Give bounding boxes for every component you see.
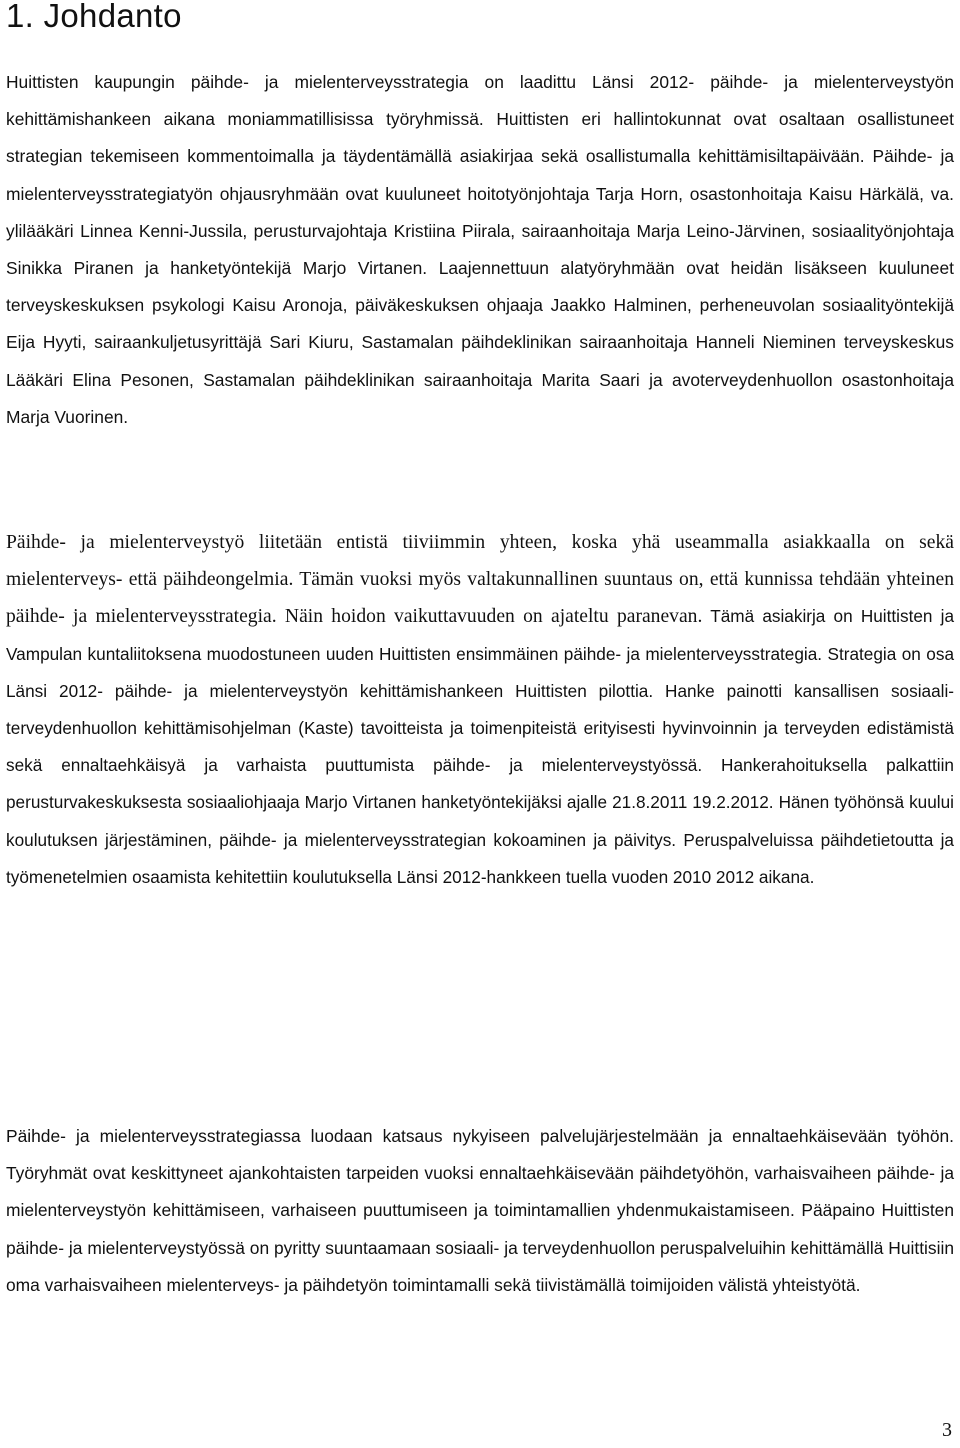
intro-paragraph-1: Huittisten kaupungin päihde- ja mielenterveysstrategia on laadittu Länsi 2012- päihde- ja mielenterveystyön kehittämishankeen aikana moniammatillisissa työryhmissä. Huittisten eri hallintokunnat ovat osaltaan osallistuneet strategian tekemiseen kommentoimalla ja täydentämällä asiakirjaa sekä osallistumalla kehittämisiltapäivään. Päihde- ja mielenterveysstrategiatyön ohjausryhmään ovat kuuluneet hoitotyönjohtaja Tarja Horn, osastonhoitaja Kaisu Härkälä, va. ylilääkäri Linnea Kenni-Jussila, perusturvajohtaja Kristiina Piirala, sairaanhoitaja Marja Leino-Järvinen, sosiaalityönjohtaja Sinikka Piranen ja hanketyöntekijä Marjo Virtanen. Laajennettuun alatyöryhmään ovat heidän lisäkseen kuuluneet terveyskeskuksen psykologi Kaisu Aronoja, päiväkeskuksen ohjaaja Jaakko Halminen, perheneuvolan sosiaalityöntekijä Eija Hyyti, sairaankuljetusyrittäjä Sari Kiuru, Sastamalan päihdeklinikan sairaanhoitaja Hanneli Nieminen terveyskeskus Lääkäri Elina Pesonen, Sastamalan päihdeklinikan sairaanhoitaja Marita Saari ja avoterveydenhuollon osastonhoitaja Marja Vuorinen.	[6, 72, 954, 427]
intro-paragraph-2-serif-part: Päihde- ja mielenterveystyö liitetään entistä tiiviimmin yhteen, koska yhä useammalla asiakkaalla on sekä mielenterveys- että päihdeongelmia. Tämän vuoksi myös valtakunnallinen suuntaus on, että kunnissa tehdään yhteinen päihde- ja mielenterveysstrategia. Näin hoidon vaikuttavuuden on ajateltu paranevan.	[6, 532, 954, 628]
intro-paragraph-3: Päihde- ja mielenterveysstrategiassa luodaan katsaus nykyiseen palvelujärjestelmään ja ennaltaehkäisevään työhön. Työryhmät ovat keskittyneet ajankohtaisten tarpeiden vuoksi ennaltaehkäisevään päihdetyöhön, varhaisvaiheen päihde- ja mielenterveystyön kehittämiseen, varhaiseen puuttumiseen ja toimintamallien yhdenmukaistamiseen. Pääpaino Huittisten päihde- ja mielenterveystyössä on pyritty suuntaamaan sosiaali- ja terveydenhuollon peruspalveluihin kehittämällä Huittisiin oma varhaisvaiheen mielenterveys- ja päihdetyön toimintamalli sekä tiivistämällä toimijoiden välistä yhteistyötä.	[6, 1126, 954, 1295]
page-number: 3	[942, 1419, 952, 1441]
intro-paragraph-2	[6, 524, 954, 896]
intro-paragraph-2-sans-part: Tämä asiakirja on Huittisten ja Vampulan kuntaliitoksena muodostuneen uuden Huittisten ensimmäinen päihde- ja mielenterveysstrategia. Strategia on osa Länsi 2012- päihde- ja mielenterveystyön kehittämishankeen Huittisten pilottia. Hanke painotti kansallisen sosiaali- terveydenhuollon kehittämisohjelman (Kaste) tavoitteista ja toimenpiteistä erityisesti hyvinvoinnin ja terveyden edistämistä sekä ennaltaehkäisyä ja varhaista puuttumista päihde- ja mielenterveystyössä. Hankerahoituksella palkattiin perusturvakeskuksesta sosiaaliohjaaja Marjo Virtanen hanketyöntekijäksi ajalle 21.8.2011 19.2.2012. Hänen työhönsä kuului koulutuksen järjestäminen, päihde- ja mielenterveysstrategian kokoaminen ja päivitys. Peruspalveluissa päihdetietoutta ja työmenetelmien osaamista kehitettiin koulutuksella Länsi 2012-hankkeen tuella vuoden 2010 2012 aikana.	[6, 606, 955, 887]
section-heading: 1. Johdanto	[6, 0, 182, 34]
